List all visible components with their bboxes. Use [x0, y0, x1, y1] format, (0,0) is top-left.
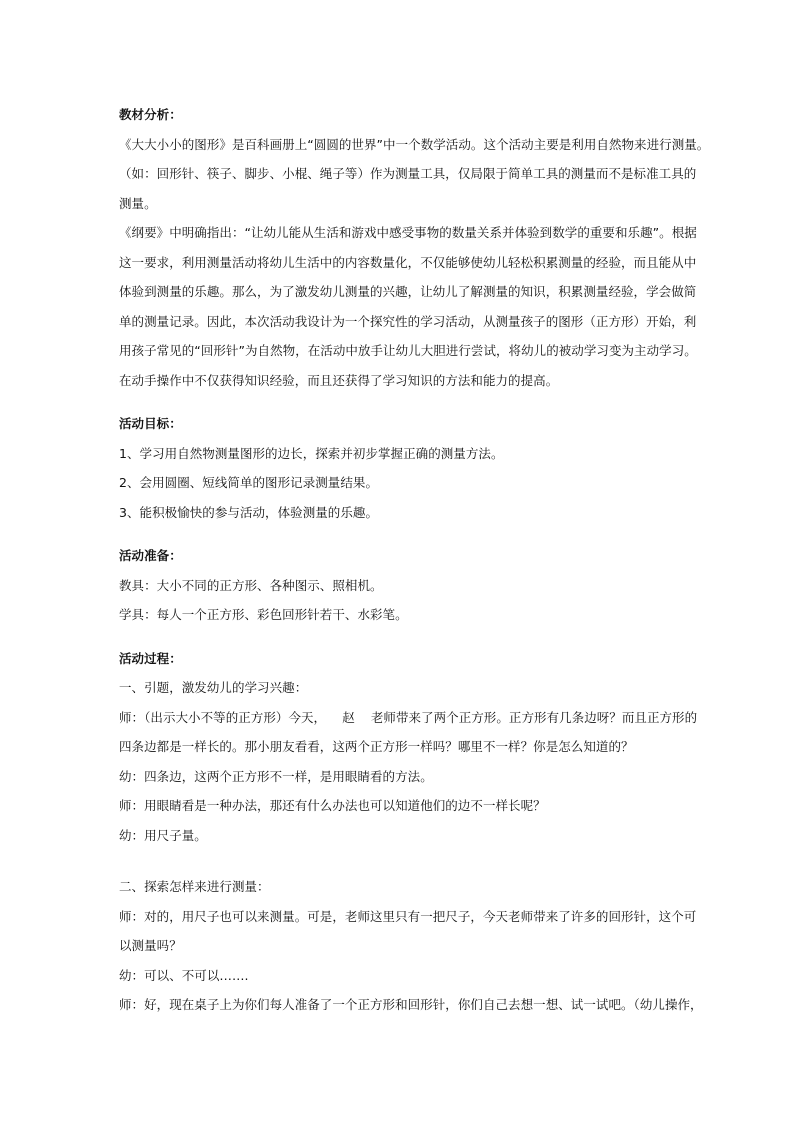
process-line: 师：好，现在桌子上为你们每人准备了一个正方形和回形针，你们自己去想一想、试一试吧。（幼儿操作，	[119, 997, 703, 1012]
goal-item: 1、学习用自然物测量图形的边长，探索并初步掌握正确的测量方法。	[119, 445, 504, 461]
section-spacer	[119, 630, 679, 644]
process-line: 四条边都是一样长的。那小朋友看看，这两个正方形一样吗？哪里不一样？你是怎么知道的？	[119, 739, 634, 754]
analysis-line: 这一要求，利用测量活动将幼儿生活中的内容数量化，不仅能够使幼儿轻松积累测量的经验，而且能从中	[119, 254, 697, 270]
process-line: 二、探索怎样来进行测量：	[119, 879, 270, 894]
analysis-line: 体验到测量的乐趣。那么，为了激发幼儿测量的兴趣，让幼儿了解测量的知识，积累测量经验，学会做简	[119, 284, 697, 299]
goal-item: 3、能积极愉快的参与活动，体验测量的乐趣。	[119, 504, 379, 520]
analysis-line: （如：回形针、筷子、脚步、小棍、绳子等）作为测量工具，仅局限于简单工具的测量而不是标准工具的	[119, 166, 697, 181]
section-spacer	[119, 527, 679, 541]
document-body	[119, 100, 710, 1020]
process-heading: 活动过程：	[119, 650, 182, 666]
process-line: 师：用眼睛看是一种办法，那还有什么办法也可以知道他们的边不一样长呢？	[119, 798, 546, 813]
analysis-line: 《大大小小的图形》是百科画册上“圆圆的世界”中一个数学活动。这个活动主要是利用自然物来进行测量。	[119, 136, 710, 152]
analysis-heading: 教材分析：	[119, 107, 182, 122]
process-line: 师：（出示大小不等的正方形）今天， 赵 老师带来了两个正方形。正方形有几条边呀？而且正方形的	[119, 709, 698, 725]
goal-item: 2、会用圆圈、短线简单的图形记录测量结果。	[119, 475, 379, 490]
analysis-line: 单的测量记录。因此，本次活动我设计为一个探究性的学习活动，从测量孩子的图形（正方形）开始，利	[119, 313, 697, 329]
process-line: 幼：四条边，这两个正方形不一样，是用眼睛看的方法。	[119, 768, 433, 784]
process-line: 以测量吗？	[119, 938, 182, 953]
analysis-line: 《纲要》中明确指出：“让幼儿能从生活和游戏中感受事物的数量关系并体验到数学的重要和乐趣”。根据	[119, 225, 697, 240]
process-line: 幼：可以、不可以…….	[119, 967, 249, 983]
section-spacer	[119, 850, 679, 872]
prep-heading: 活动准备：	[119, 548, 182, 563]
process-line: 师：对的，用尺子也可以来测量。可是，老师这里只有一把尺子，今天老师带来了许多的回形针，这个可	[119, 908, 697, 924]
prep-item: 教具：大小不同的正方形、各种图示、照相机。	[119, 577, 383, 593]
section-spacer	[119, 395, 679, 409]
goals-heading: 活动目标：	[119, 416, 182, 431]
analysis-line: 测量。	[119, 195, 157, 211]
analysis-line: 用孩子常见的“回形针”为自然物，在活动中放手让幼儿大胆进行尝试，将幼儿的被动学习变为主动学习。	[119, 343, 697, 358]
analysis-line: 在动手操作中不仅获得知识经验，而且还获得了学习知识的方法和能力的提高。	[119, 372, 559, 388]
process-line: 一、引题，激发幼儿的学习兴趣：	[119, 680, 308, 695]
prep-item: 学具：每人一个正方形、彩色回形针若干、水彩笔。	[119, 607, 408, 622]
process-line: 幼：用尺子量。	[119, 827, 207, 843]
